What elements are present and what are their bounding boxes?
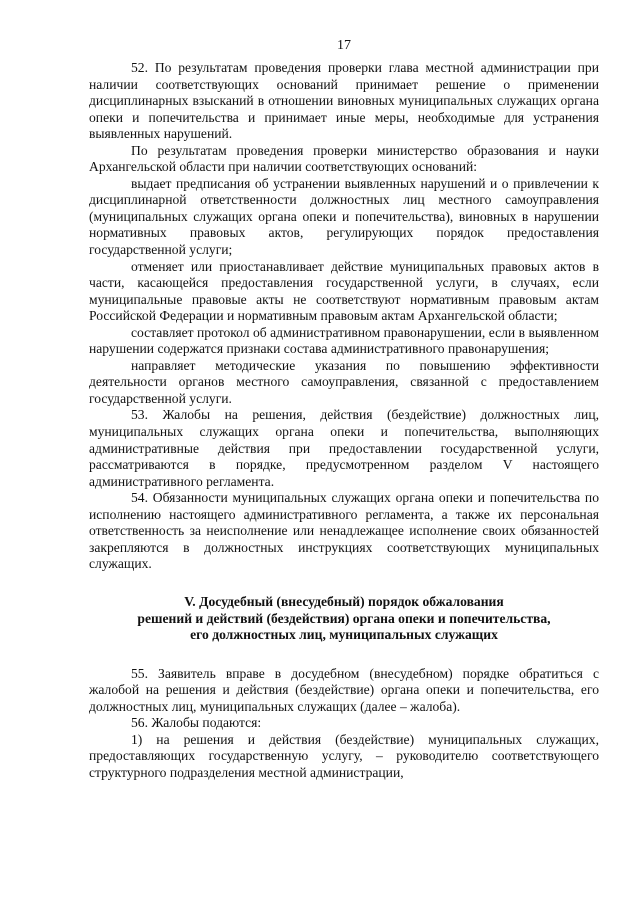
section-heading-line-3: его должностных лиц, муниципальных служащих	[190, 627, 498, 643]
paragraph-56: 56. Жалобы подаются:	[131, 715, 262, 731]
section-heading-line-1: V. Досудебный (внесудебный) порядок обжалования	[184, 593, 504, 609]
paragraph-ministry-intro: По результатам проведения проверки министерство образования и науки Архангельской области при наличии соответствующих оснований:	[89, 142, 599, 175]
paragraph-53: 53. Жалобы на решения, действия (бездействие) должностных лиц, муниципальных служащих органа опеки и попечительства, выполняющих административные действия при предоставлении государственной услуги, рассматриваются в порядке, предусмотренном разделом V настоящего административного регламента.	[89, 407, 599, 489]
paragraph-56-item-1: 1) на решения и действия (бездействие) муниципальных служащих, предоставляющих государственную услугу, – руководителю соответствующего структурного подразделения местной администрации,	[89, 731, 599, 781]
section-heading-line-2: решений и действий (бездействия) органа опеки и попечительства,	[137, 610, 551, 626]
section-heading	[89, 594, 599, 644]
document-page	[89, 38, 599, 782]
paragraph-cancels-acts: отменяет или приостанавливает действие муниципальных правовых актов в части, касающейся предоставления государственной услуги, в случаях, если муниципальные правовые акты не соответствуют нормативным правовым актам Российской Федерации и нормативным правовым актам Архангельской области;	[89, 258, 599, 324]
paragraph-55: 55. Заявитель вправе в досудебном (внесудебном) порядке обратиться с жалобой на решения и действия (бездействие) органа опеки и попечительства, его должностных лиц, муниципальных служащих (далее – жалоба).	[89, 665, 599, 714]
paragraph-52: 52. По результатам проведения проверки глава местной администрации при наличии соответствующих оснований принимает решение о применении дисциплинарных взысканий в отношении виновных муниципальных служащих органа опеки и попечительства и принимает иные меры, необходимые для устранения выявленных нарушений.	[89, 60, 599, 142]
paragraph-issues-orders: выдает предписания об устранении выявленных нарушений и о привлечении к дисциплинарной ответственности должностных лиц местного самоуправления (муниципальных служащих органа опеки и попечительства), виновных в нарушении нормативных правовых актов, регулирующих порядок предоставления государственной услуги;	[89, 175, 599, 258]
paragraph-guidelines: направляет методические указания по повышению эффективности деятельности органов местного самоуправления, связанной с предоставлением государственной услуги.	[89, 357, 599, 406]
paragraph-protocol: составляет протокол об административном правонарушении, если в выявленном нарушении содержатся признаки состава административного правонарушения;	[89, 324, 599, 357]
paragraph-54: 54. Обязанности муниципальных служащих органа опеки и попечительства по исполнению настоящего административного регламента, а также их персональная ответственность за неисполнение или ненадлежащее исполнение своих обязанностей закрепляются в должностных инструкциях соответствующих муниципальных служащих.	[89, 490, 599, 572]
page-number: 17	[337, 38, 351, 53]
